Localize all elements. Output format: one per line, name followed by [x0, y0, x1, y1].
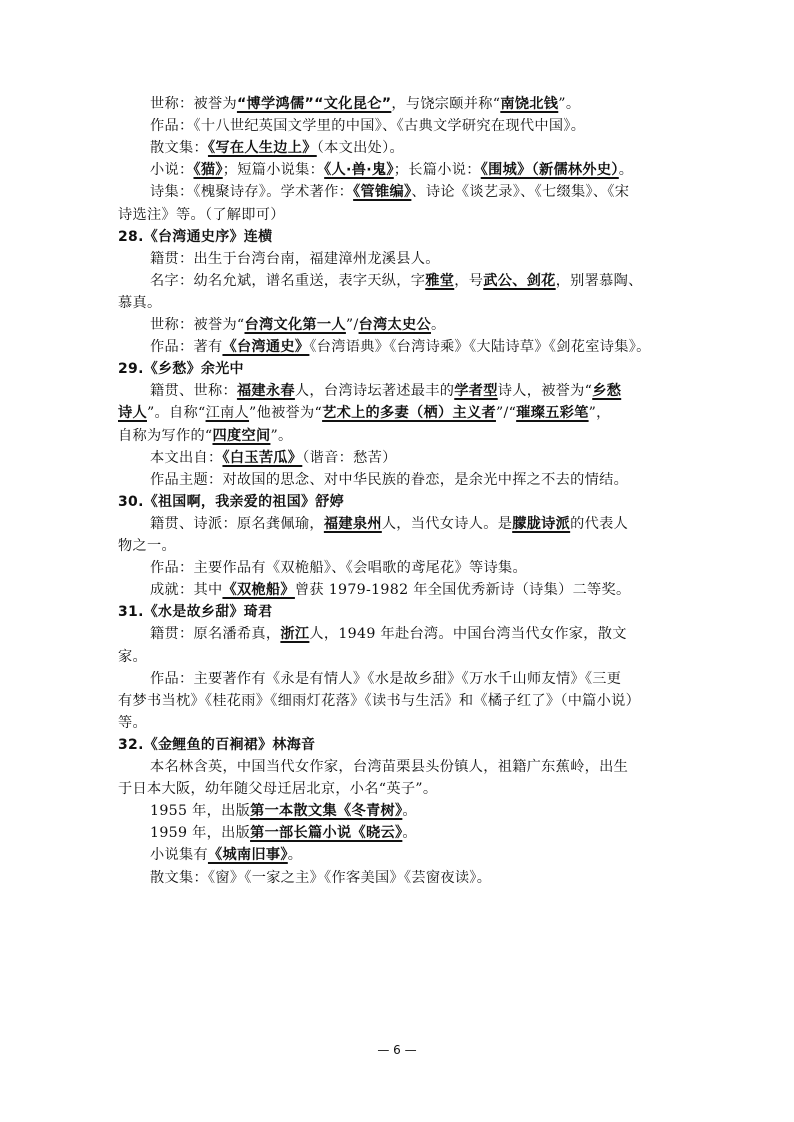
- text-run: 。: [431, 317, 446, 333]
- emphasized-text: 乡愁: [592, 383, 622, 400]
- emphasized-text: 雅堂: [425, 272, 455, 289]
- text-line: [150, 336, 651, 358]
- text-run: ”。自称“: [146, 405, 206, 422]
- text-run: 小说集有: [150, 847, 208, 864]
- emphasized-text: 学者型: [454, 383, 498, 400]
- emphasized-text: 南饶北钱: [500, 96, 559, 112]
- emphasized-text: 《猫》: [193, 162, 223, 179]
- text-run: 有梦书当枕》《桂花雨》《细雨灯花落》《读书与生活》和《橘子红了》（中篇小说）: [118, 692, 641, 709]
- text-line: [118, 712, 147, 734]
- section-heading: [118, 226, 272, 248]
- text-run: 于日本大阪，幼年随父母迁居北京，小名“英子”。: [118, 781, 438, 798]
- text-run: 等。: [118, 714, 147, 731]
- text-run: 。: [287, 847, 303, 864]
- text-run: （谐音：愁苦）: [302, 449, 397, 466]
- text-run: 。: [402, 803, 417, 820]
- text-line: [150, 380, 621, 402]
- text-run: 诗选注》等。（了解即可）: [118, 206, 285, 223]
- emphasized-text: 台湾文化第一人: [244, 317, 346, 333]
- text-line: [150, 579, 631, 601]
- emphasized-text: 《双桅船》: [222, 582, 295, 599]
- text-line: [150, 447, 397, 469]
- emphasized-text: 福建永春: [236, 383, 295, 400]
- text-run: 世称：被誉为: [150, 96, 237, 112]
- text-line: [118, 690, 640, 712]
- text-run: 诗人，被誉为“: [497, 383, 593, 400]
- text-run: 籍贯、诗派：原名龚佩瑜，: [150, 515, 324, 532]
- text-line: [150, 800, 417, 822]
- text-run: 诗集：《槐聚诗存》。学术著作：: [150, 184, 354, 201]
- text-run: 家。: [118, 648, 147, 665]
- text-run: 作品：主要著作有《永是有情人》《水是故乡甜》《万水千山师友情》《三更: [150, 670, 622, 687]
- emphasized-text: 《城南旧事》: [207, 847, 288, 864]
- text-run: 作品：主要作品有《双桅船》、《会唱歌的鸢尾花》等诗集。: [150, 560, 527, 577]
- text-run: 31.《水是故乡甜》琦君: [118, 604, 273, 621]
- text-line: [150, 137, 404, 159]
- emphasized-text: 《写在人生边上》: [207, 140, 317, 157]
- section-heading: [118, 734, 315, 756]
- text-run: 1959 年，出版: [150, 825, 251, 842]
- page-number: — 6 —: [377, 1043, 417, 1057]
- text-line: [150, 181, 629, 203]
- text-run: 籍贯：原名潘希真，: [150, 626, 281, 643]
- emphasized-text: 《白玉苦瓜》: [222, 449, 303, 466]
- text-run: 籍贯：出生于台湾台南，福建漳州龙溪县人。: [150, 250, 440, 267]
- text-run: 物之一。: [118, 538, 176, 554]
- text-line: [150, 159, 633, 181]
- emphasized-text: 《围城》（新儒林外史）: [480, 162, 619, 179]
- text-run: ”/: [345, 317, 359, 333]
- text-run: 作品：著有: [150, 339, 223, 356]
- emphasized-text: 《台湾通史》: [222, 339, 310, 356]
- text-run: 作品：《十八世纪英国文学里的中国》、《古典文学研究在现代中国》。: [150, 118, 586, 135]
- text-run: 1955 年，出版: [150, 803, 251, 820]
- text-line: [118, 646, 147, 668]
- text-run: 作品主题：对故国的思念、对中华民族的眷恋，是余光中挥之不去的情结。: [150, 471, 629, 488]
- text-line: [150, 469, 628, 491]
- text-run: 29.《乡愁》余光中: [118, 361, 244, 378]
- emphasized-text: 武公、剑花: [483, 272, 556, 289]
- text-run: 的代表人: [570, 515, 629, 532]
- text-line: [150, 756, 628, 778]
- text-run: 本文出自：: [150, 449, 223, 466]
- text-line: [118, 292, 161, 314]
- text-run: 《台湾语典》《台湾诗乘》《大陆诗草》《剑花室诗集》。: [309, 339, 651, 356]
- text-run: 人，台湾诗坛著述最丰的: [294, 383, 455, 400]
- text-line: [150, 844, 302, 866]
- emphasized-text: 《管锥编》: [353, 184, 412, 201]
- text-run: 小说：: [150, 162, 194, 179]
- text-run: 32.《金鲤鱼的百裥裙》林海音: [118, 736, 316, 753]
- text-line: [118, 425, 292, 447]
- text-run: ”他被誉为“: [249, 405, 323, 422]
- text-run: 人，1949 年赴台湾。中国台湾当代女作家，散文: [309, 626, 627, 643]
- text-line: [118, 204, 285, 226]
- text-run: 散文集：《窗》《一家之主》《作客美国》《芸窗夜读》。: [150, 869, 492, 886]
- text-line: [150, 867, 491, 889]
- text-run: 世称：被誉为“: [150, 317, 245, 333]
- text-run: （本文出处）。: [316, 140, 404, 157]
- text-run: ；短篇小说集：: [222, 162, 325, 179]
- section-heading: [118, 491, 344, 513]
- emphasized-text: 福建泉州: [323, 515, 382, 532]
- text-run: ”，: [588, 405, 611, 422]
- emphasized-text: 璀璨五彩笔: [516, 405, 589, 422]
- text-line: [150, 513, 628, 535]
- emphasized-text: 朦胧诗派: [512, 515, 571, 532]
- text-run: 名字：幼名允斌，谱名重送，表字天纵，字: [150, 272, 426, 289]
- emphasized-text: 第一本散文集《冬青树》: [250, 803, 403, 820]
- text-run: 自称为写作的“: [118, 427, 213, 444]
- emphasized-text: 第一部长篇小说《晓云》: [250, 825, 403, 842]
- text-run: ”。: [558, 96, 581, 112]
- text-run: ”/“: [495, 405, 517, 422]
- text-line: [150, 248, 440, 270]
- emphasized-text: 《人·兽·鬼》: [324, 162, 394, 179]
- section-heading: [118, 601, 272, 623]
- text-line: [150, 557, 527, 579]
- text-line: [150, 668, 621, 690]
- emphasized-text: 四度空间: [212, 427, 271, 444]
- text-line: [150, 115, 585, 137]
- text-run: ，号: [454, 272, 484, 289]
- emphasized-text: 诗人: [118, 405, 147, 422]
- text-line: [118, 535, 176, 557]
- section-heading: [118, 358, 244, 380]
- emphasized-text: 艺术上的多妻（栖）主义者: [322, 405, 496, 422]
- text-run: 人，当代女诗人。是: [381, 515, 513, 532]
- text-run: ，别署慕陶、: [555, 272, 643, 289]
- emphasized-text: “博学鸿儒”“文化昆仑”: [236, 96, 392, 112]
- text-run: 。: [618, 162, 634, 179]
- text-run: 。: [402, 825, 417, 842]
- text-run: 28.《台湾通史序》连横: [118, 228, 273, 245]
- text-run: 、诗论《谈艺录》、《七缀集》、《宋: [411, 184, 630, 201]
- text-run: 籍贯、世称：: [150, 383, 237, 400]
- text-line: [118, 402, 611, 424]
- emphasized-text: 江南人: [205, 405, 250, 422]
- text-run: 慕真。: [118, 294, 162, 311]
- emphasized-text: 浙江: [280, 626, 310, 643]
- text-run: 本名林含英，中国当代女作家，台湾苗栗县头份镇人，祖籍广东蕉岭，出生: [150, 759, 629, 775]
- text-run: ；长篇小说：: [393, 162, 481, 179]
- text-line: [118, 778, 437, 800]
- text-run: ”。: [270, 427, 293, 444]
- text-line: [150, 822, 417, 844]
- text-run: 散文集：: [150, 140, 208, 157]
- text-line: [150, 270, 643, 292]
- text-run: ，与饶宗颐并称“: [391, 96, 501, 112]
- emphasized-text: 台湾太史公: [358, 317, 431, 333]
- text-line: [150, 623, 627, 645]
- text-run: 曾获 1979-1982 年全国优秀新诗（诗集）二等奖。: [294, 582, 631, 599]
- text-line: [150, 93, 580, 115]
- text-line: [150, 314, 446, 336]
- text-run: 成就：其中: [150, 582, 223, 599]
- text-run: 30.《祖国啊，我亲爱的祖国》舒婷: [118, 493, 344, 510]
